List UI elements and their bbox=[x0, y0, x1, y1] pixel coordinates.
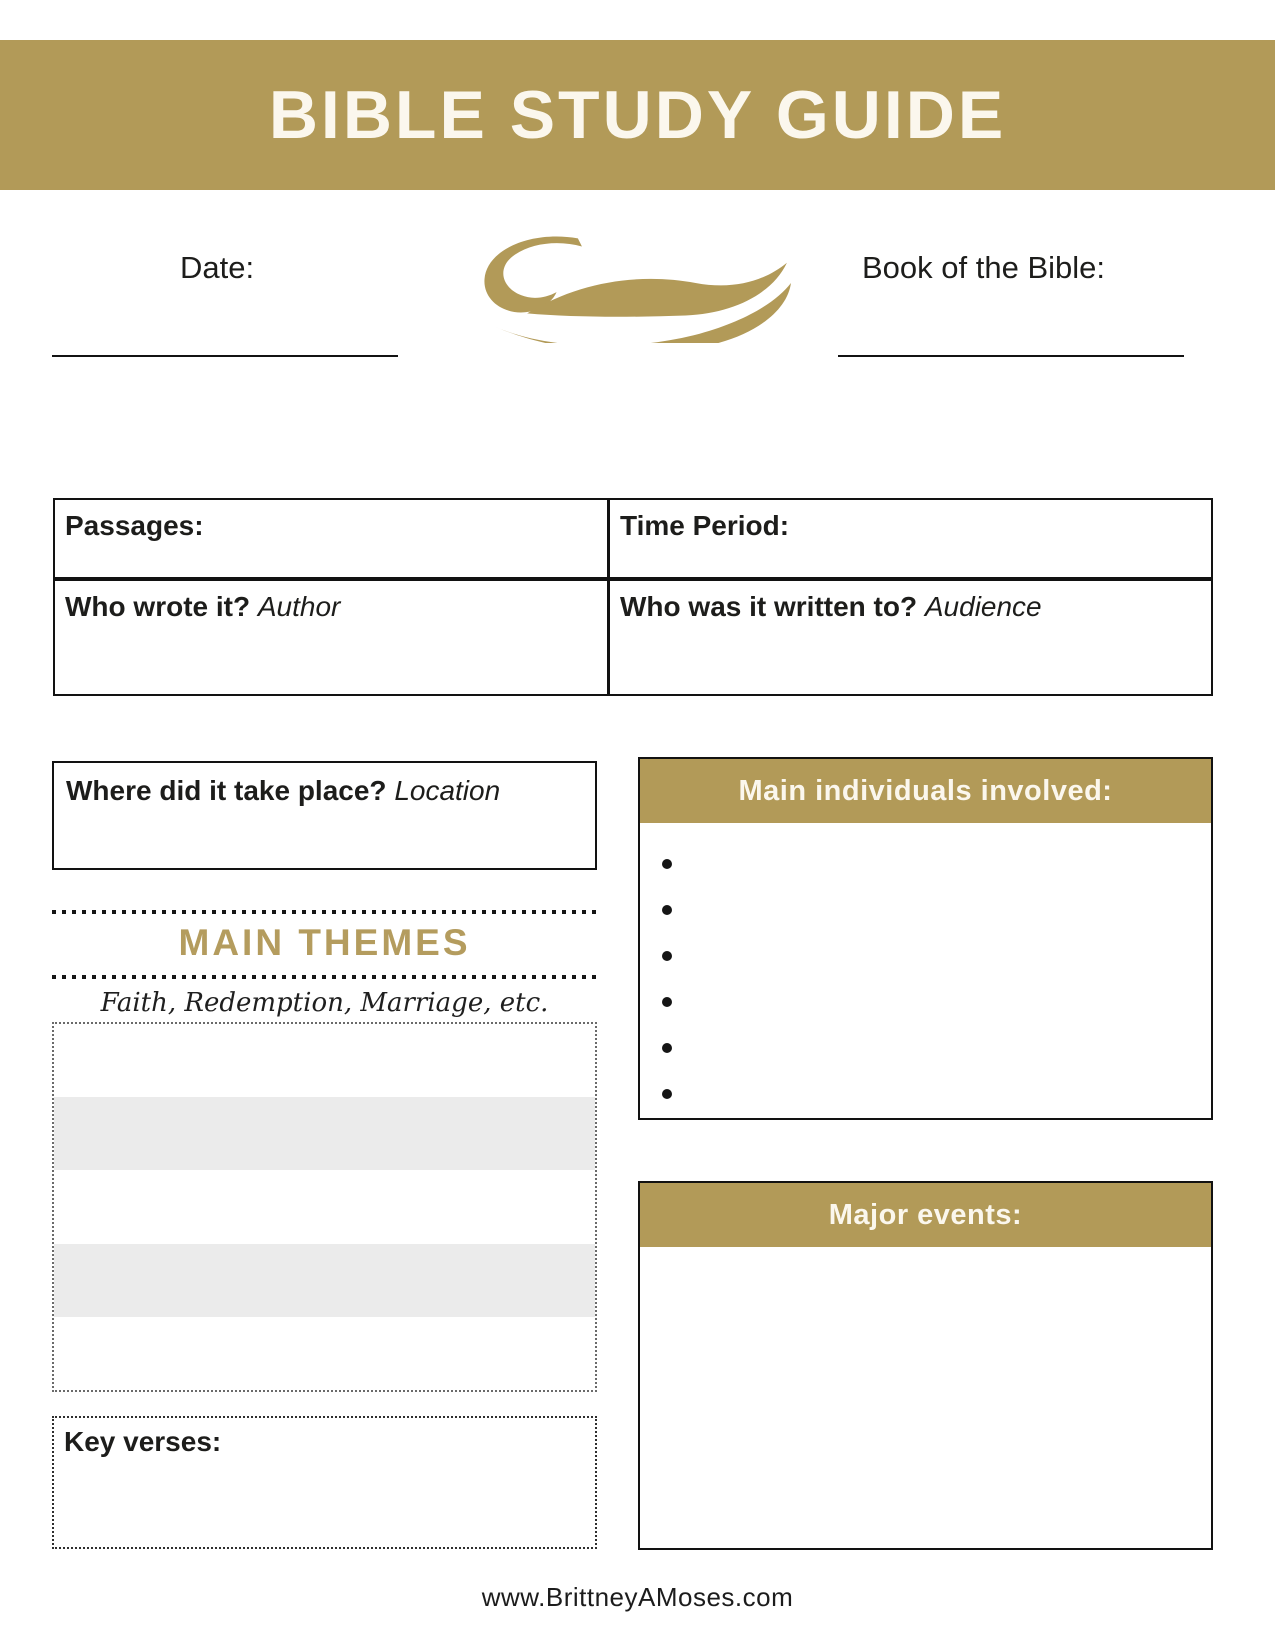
themes-subtitle: Faith, Redemption, Marriage, etc. bbox=[100, 988, 549, 1018]
bullet-dot bbox=[662, 1043, 672, 1053]
location-box[interactable] bbox=[52, 761, 597, 870]
theme-row[interactable] bbox=[54, 1244, 595, 1317]
events-header: Major events: bbox=[640, 1183, 1211, 1247]
location-label: Where did it take place? bbox=[66, 775, 387, 806]
author-hint: Author bbox=[257, 591, 341, 622]
bullet-dot bbox=[662, 951, 672, 961]
theme-row[interactable] bbox=[54, 1097, 595, 1170]
location-hint: Location bbox=[394, 775, 501, 806]
book-of-bible-label: Book of the Bible: bbox=[862, 250, 1105, 285]
theme-row[interactable] bbox=[54, 1317, 595, 1390]
main-themes-heading: MAIN THEMES bbox=[178, 922, 471, 963]
author-label: Who wrote it? bbox=[65, 591, 251, 622]
events-body[interactable] bbox=[640, 1247, 1211, 1548]
time-period-label: Time Period: bbox=[620, 510, 790, 541]
date-field-line[interactable] bbox=[52, 355, 398, 357]
info-table bbox=[53, 498, 1213, 696]
audience-cell[interactable] bbox=[610, 581, 1211, 694]
theme-row[interactable] bbox=[54, 1024, 595, 1097]
events-box bbox=[638, 1181, 1213, 1550]
gold-swoosh-logo-icon bbox=[448, 225, 793, 343]
passages-label: Passages: bbox=[65, 510, 204, 541]
themes-rows-box bbox=[52, 1022, 597, 1392]
author-cell[interactable] bbox=[55, 581, 610, 694]
bullet-dot bbox=[662, 905, 672, 915]
key-verses-label: Key verses: bbox=[64, 1426, 222, 1457]
book-field-line[interactable] bbox=[838, 355, 1184, 357]
individuals-header: Main individuals involved: bbox=[640, 759, 1211, 823]
date-label: Date: bbox=[180, 250, 255, 285]
individuals-box bbox=[638, 757, 1213, 1120]
audience-label: Who was it written to? bbox=[620, 591, 918, 622]
time-period-cell[interactable] bbox=[610, 500, 1211, 581]
dotted-divider-top bbox=[52, 910, 597, 914]
title-banner bbox=[0, 40, 1275, 190]
footer-url: www.BrittneyAMoses.com bbox=[481, 1582, 794, 1612]
page-title: BIBLE STUDY GUIDE bbox=[268, 77, 1007, 153]
bullet-dot bbox=[662, 997, 672, 1007]
dotted-divider-bottom bbox=[52, 975, 597, 979]
key-verses-box[interactable] bbox=[52, 1416, 597, 1549]
passages-cell[interactable] bbox=[55, 500, 610, 581]
bullet-dot bbox=[662, 859, 672, 869]
audience-hint: Audience bbox=[924, 591, 1042, 622]
individuals-body[interactable] bbox=[640, 823, 1211, 1118]
bullet-dot bbox=[662, 1089, 672, 1099]
theme-row[interactable] bbox=[54, 1170, 595, 1243]
